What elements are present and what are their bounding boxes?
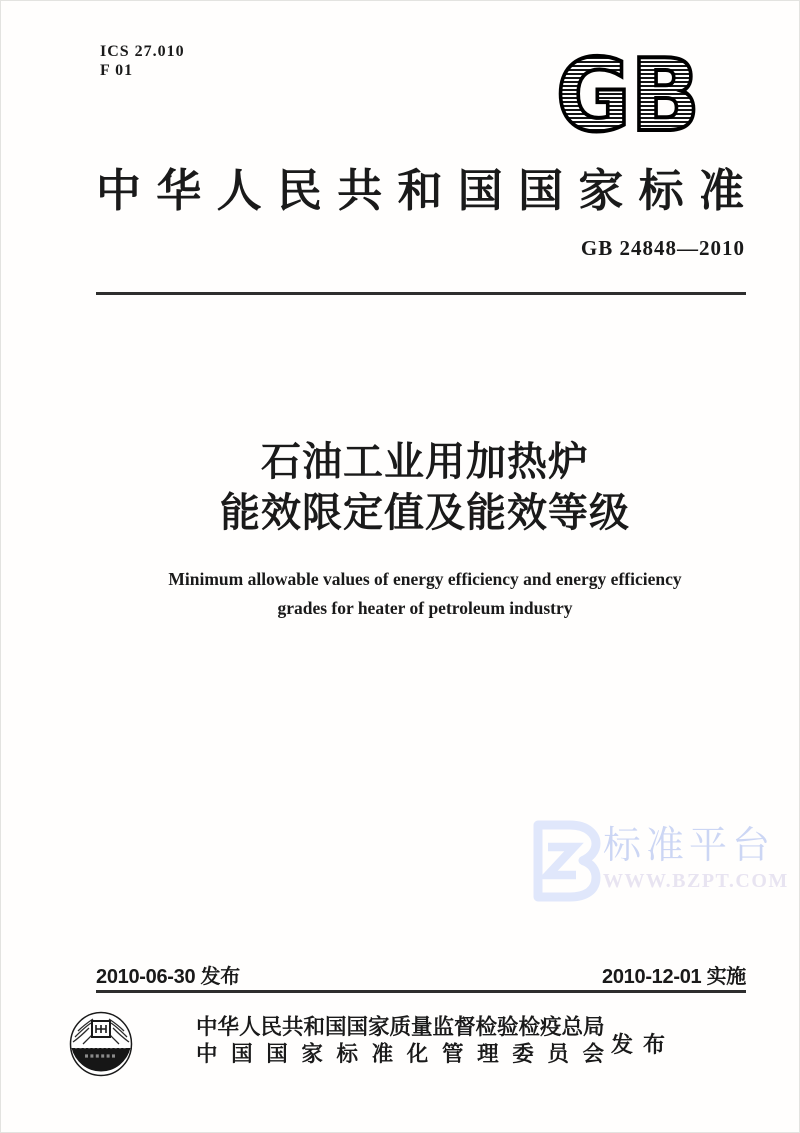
gb-logo-icon — [552, 52, 704, 151]
gb-logo-text: GB — [556, 52, 700, 146]
watermark-name: 标准平台 — [603, 823, 776, 867]
ics-code: ICS 27.010 — [100, 43, 185, 60]
top-divider — [96, 292, 746, 295]
national-standard-title: 中华人民共和国国家标准 — [96, 164, 744, 217]
document-title-cn-line1: 石油工业用加热炉 — [261, 439, 589, 485]
standard-number: GB 24848—2010 — [580, 236, 745, 260]
issuer-block — [196, 1014, 604, 1068]
watermark-url: WWW.BZPT.COM — [603, 870, 789, 892]
aqsiq-seal-icon — [69, 1011, 133, 1082]
publish-label: 发布 — [611, 1032, 676, 1058]
issue-date: 2010-06-30 发布 — [96, 966, 240, 988]
bzpt-watermark-text — [603, 822, 789, 893]
document-title-en-line1: Minimum allowable values of energy efficiency and energy efficiency — [168, 569, 682, 589]
document-title-en-line2: grades for heater of petroleum industry — [277, 598, 573, 618]
document-title-cn-line2: 能效限定值及能效等级 — [220, 490, 630, 536]
issuer-line1: 中华人民共和国国家质量监督检验检疫总局 — [196, 1015, 605, 1040]
date-row — [96, 960, 746, 989]
document-title-cn — [100, 437, 750, 539]
document-title-en — [75, 565, 775, 623]
classification-code: F 01 — [100, 62, 134, 79]
bzpt-watermark-logo-icon — [527, 816, 607, 911]
issuer-line2: 中国国家标准化管理委员会 — [196, 1042, 604, 1067]
implementation-date: 2010-12-01 实施 — [602, 966, 746, 988]
bottom-divider — [96, 990, 746, 993]
ics-code-block — [100, 42, 185, 80]
